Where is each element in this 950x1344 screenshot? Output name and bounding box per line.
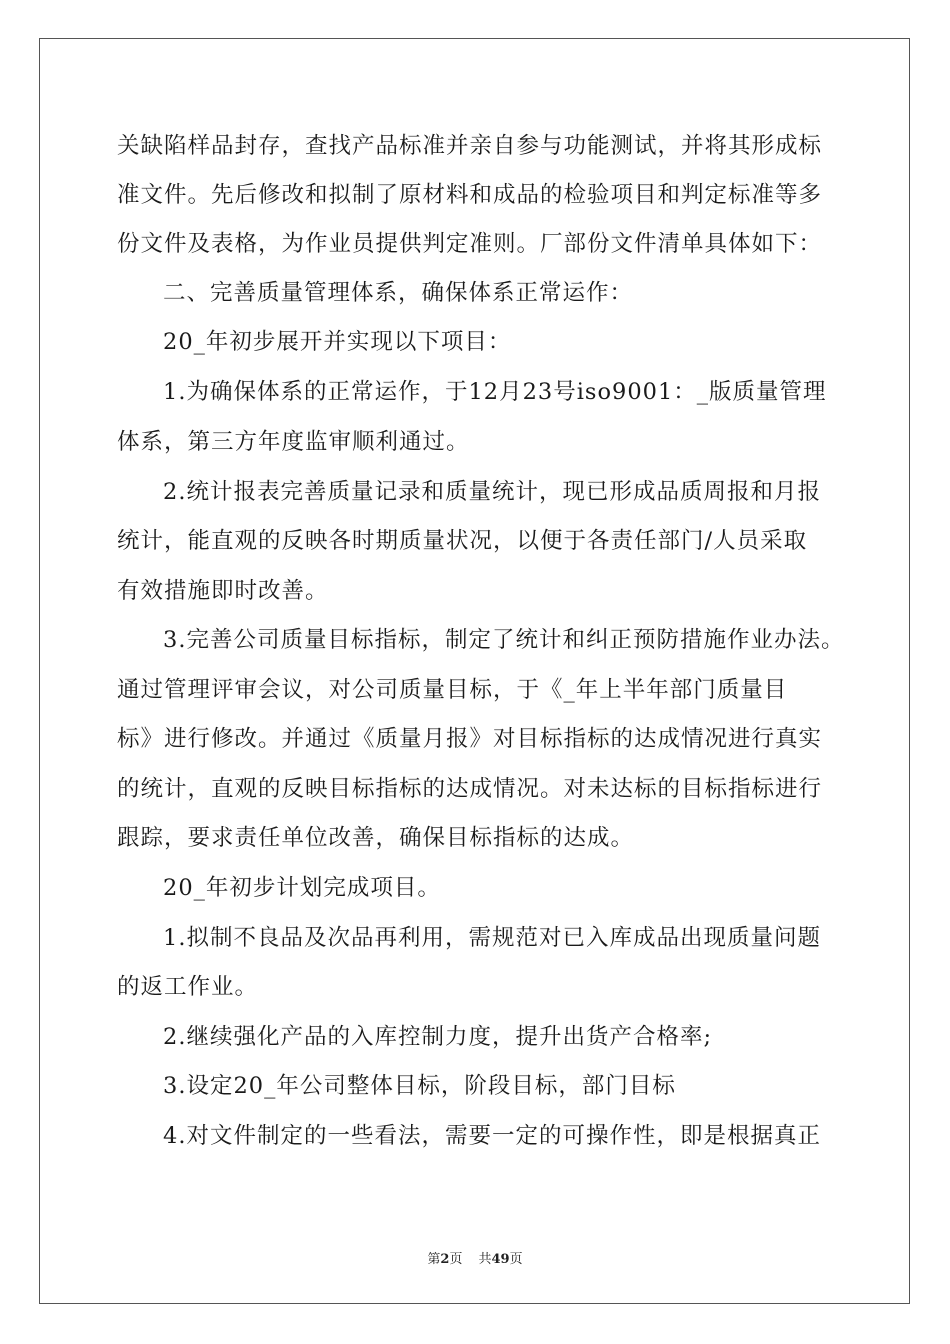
total-prefix: 共 <box>478 1252 492 1267</box>
page-suffix: 页 <box>449 1252 463 1267</box>
text-line: 标》进行修改。并通过《质量月报》对目标指标的达成情况进行真实 <box>117 726 823 752</box>
list-item: 4.对文件制定的一些看法，需要一定的可操作性，即是根据真正 <box>163 1123 821 1149</box>
list-item: 3.设定20_年公司整体目标，阶段目标，部门目标 <box>163 1073 676 1099</box>
list-item: 2.统计报表完善质量记录和质量统计，现已形成品质周报和月报 <box>163 479 821 505</box>
total-suffix: 页 <box>509 1252 523 1267</box>
text-line: 20_年初步计划完成项目。 <box>163 875 441 901</box>
text-line: 统计，能直观的反映各时期质量状况，以便于各责任部门/人员采取 <box>117 528 808 554</box>
text-line: 份文件及表格，为作业员提供判定准则。厂部份文件清单具体如下： <box>117 231 823 257</box>
text-line: 的返工作业。 <box>117 974 259 1000</box>
text-line: 通过管理评审会议，对公司质量目标，于《_年上半年部门质量目 <box>117 677 788 703</box>
total-pages: 49 <box>491 1252 510 1267</box>
text-line: 的统计，直观的反映目标指标的达成情况。对未达标的目标指标进行 <box>117 776 823 802</box>
list-item: 1.为确保体系的正常运作，于12月23号iso9001：_版质量管理 <box>163 379 827 405</box>
page-number: 2 <box>440 1252 450 1267</box>
text-line: 20_年初步展开并实现以下项目： <box>163 329 512 355</box>
page-prefix: 第 <box>427 1252 441 1267</box>
list-item: 1.拟制不良品及次品再利用，需规范对已入库成品出现质量问题 <box>163 925 821 951</box>
text-line: 有效措施即时改善。 <box>117 578 329 604</box>
page-footer <box>0 1248 950 1267</box>
text-line: 准文件。先后修改和拟制了原材料和成品的检验项目和判定标准等多 <box>117 182 823 208</box>
text-line: 跟踪，要求责任单位改善，确保目标指标的达成。 <box>117 825 635 851</box>
list-item: 2.继续强化产品的入库控制力度，提升出货产合格率; <box>163 1024 713 1050</box>
list-item: 3.完善公司质量目标指标，制定了统计和纠正预防措施作业办法。 <box>163 627 845 653</box>
section-heading: 二、完善质量管理体系，确保体系正常运作： <box>163 280 634 306</box>
text-line: 体系，第三方年度监审顺利通过。 <box>117 429 470 455</box>
text-line: 关缺陷样品封存，查找产品标准并亲自参与功能测试，并将其形成标 <box>117 133 823 159</box>
